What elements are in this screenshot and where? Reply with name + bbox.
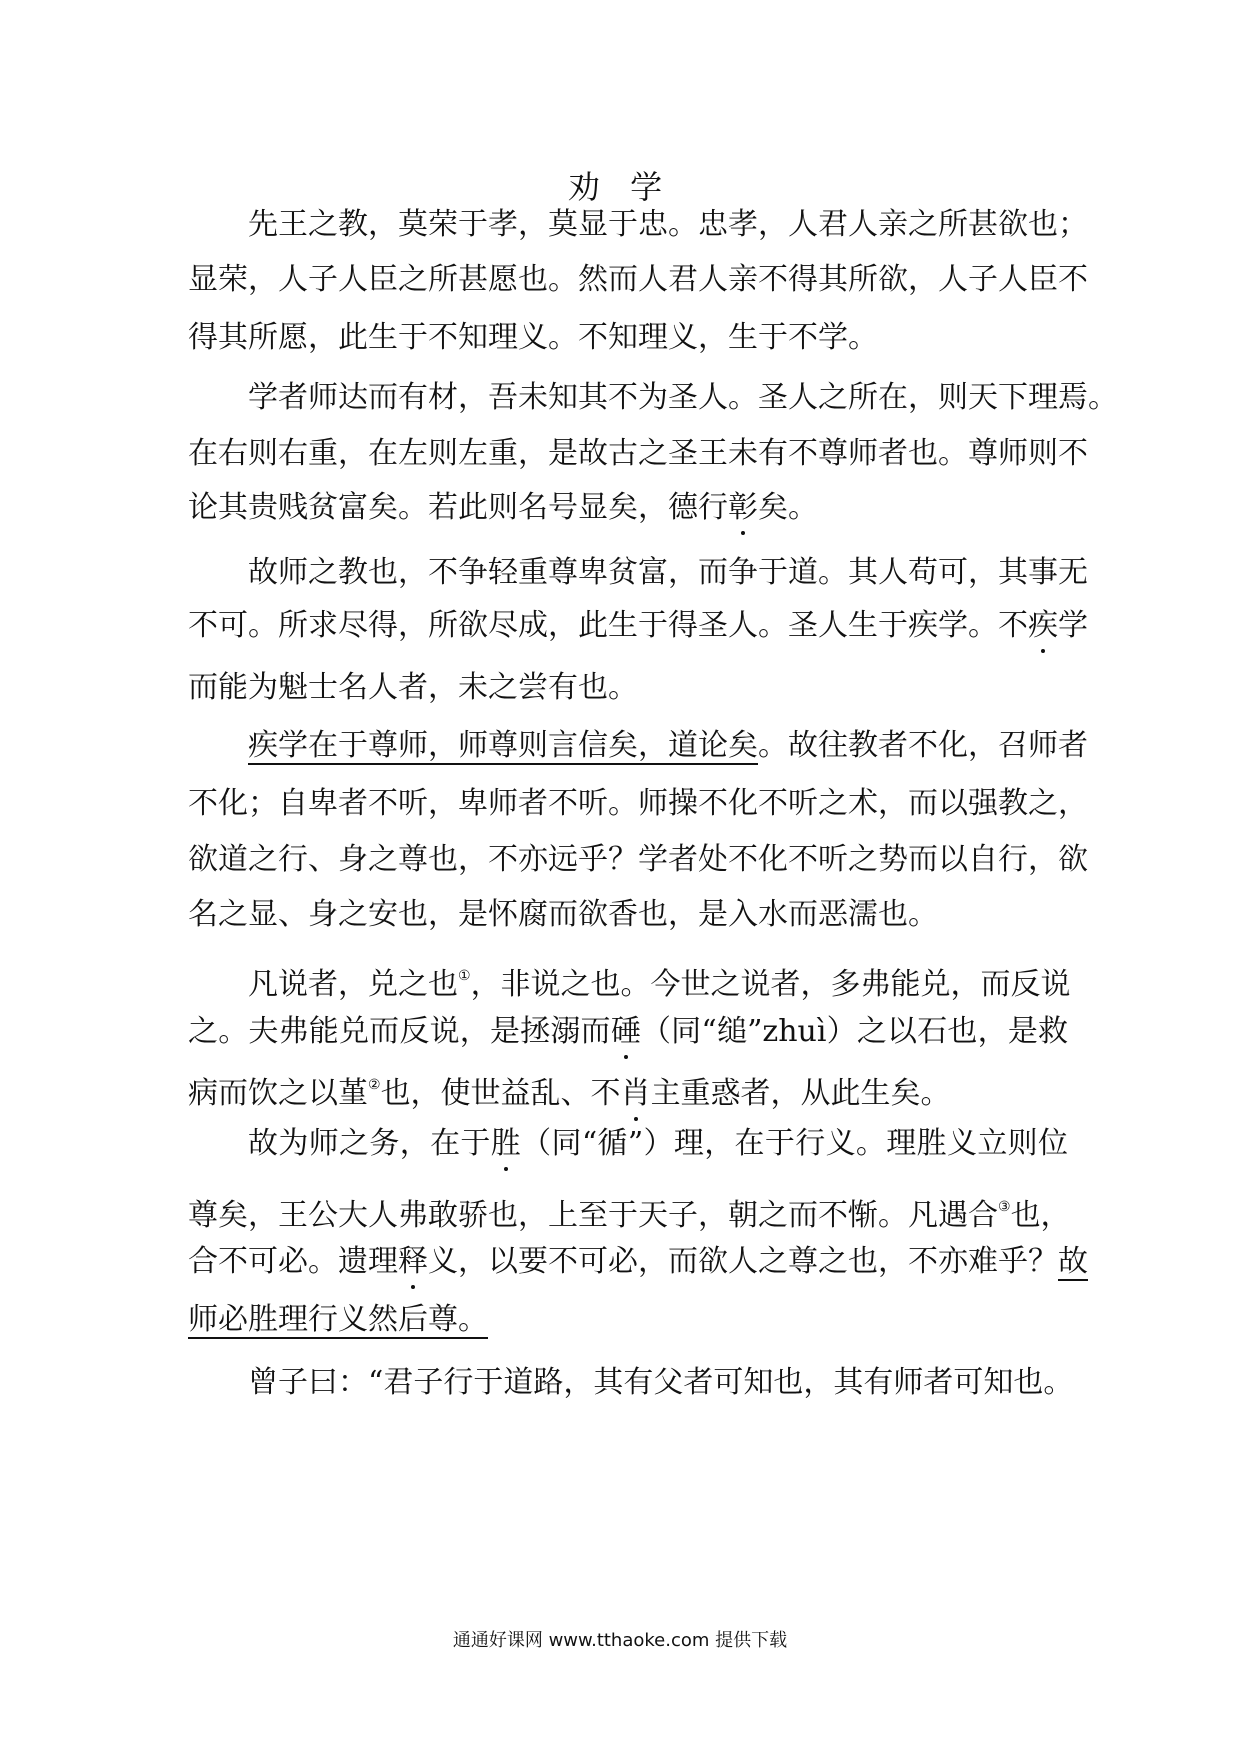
text-segment: 也，: [1010, 1198, 1071, 1233]
paragraph-6-line-1: [248, 1124, 1068, 1164]
paragraph-6-line-3: [188, 1242, 1088, 1282]
paragraph-4-line-4: 名之显、身之安也，是怀腐而欲香也，是入水而恶濡也。: [188, 897, 938, 932]
underlined-text: 疾学在于尊师，师尊则言信矣，道论矣: [248, 728, 758, 763]
emphasis-dot-char: 疾: [1028, 608, 1058, 643]
paragraph-1-line-1: 先王之教，莫荣于孝，莫显于忠。忠孝，人君人亲之所甚欲也；: [248, 207, 1088, 242]
emphasis-dot-char: 释: [398, 1244, 428, 1279]
paragraph-6-line-2: [188, 1187, 1071, 1236]
paragraph-4-line-2: 不化；自卑者不听，卑师者不听。师操不化不听之术，而以强教之，: [188, 786, 1088, 821]
page-footer: 通通好课网 www.tthaoke.com 提供下载: [452, 1630, 788, 1651]
emphasis-dot-char: 硾: [610, 1014, 641, 1049]
footnote-marker: ②: [368, 1077, 381, 1093]
emphasis-dot-char: 肖: [620, 1076, 651, 1111]
text-segment: 病而饮之以堇: [188, 1076, 368, 1111]
paragraph-1-line-3: 得其所愿，此生于不知理义。不知理义，生于不学。: [188, 320, 878, 355]
paragraph-3-line-1: 故师之教也，不争轻重尊卑贫富，而争于道。其人苟可，其事无: [248, 555, 1088, 590]
paragraph-2-line-2: 在右则右重，在左则左重，是故古之圣王未有不尊师者也。尊师则不: [188, 436, 1088, 471]
text-segment: 也，使世益乱、不: [380, 1076, 621, 1111]
text-segment: （同“缒”zhuì）之以石也，是救: [640, 1014, 1069, 1049]
text-segment: 主重惑者，从此生矣。: [650, 1076, 951, 1111]
paragraph-4-line-3: 欲道之行、身之尊也，不亦远乎？学者处不化不听之势而以自行，欲: [188, 842, 1088, 877]
text-segment: 不可。所求尽得，所欲尽成，此生于得圣人。圣人生于疾学。不: [188, 608, 1028, 643]
text-segment: 矣。: [758, 490, 818, 525]
paragraph-5-line-1: [248, 956, 1071, 1005]
paragraph-4-line-1: [248, 726, 1088, 766]
paragraph-7-line-1: 曾子曰：“君子行于道路，其有父者可知也，其有师者可知也。: [248, 1365, 1074, 1400]
text-segment: 论其贵贱贫富矣。若此则名号显矣，德行: [188, 490, 728, 525]
document-title: 劝 学: [567, 168, 673, 206]
paragraph-1-line-2: 显荣，人子人臣之所甚愿也。然而人君人亲不得其所欲，人子人臣不: [188, 262, 1088, 297]
text-segment: 。故往教者不化，召师者: [758, 728, 1088, 763]
paragraph-2-line-3: [188, 488, 1068, 528]
footnote-marker: ①: [458, 968, 471, 984]
paragraph-3-line-2: [188, 606, 1088, 646]
text-segment: 凡说者，兑之也: [248, 967, 458, 1002]
paragraph-5-line-3: [188, 1065, 1068, 1114]
paragraph-6-line-4: [188, 1300, 1068, 1340]
text-segment: （同“循”）理，在于行义。理胜义立则位: [521, 1126, 1069, 1161]
text-segment: 义，以要不可必，而欲人之尊之也，不亦难乎？: [428, 1244, 1058, 1279]
footnote-marker: ③: [998, 1199, 1011, 1215]
paragraph-3-line-3: 而能为魁士名人者，未之尝有也。: [188, 670, 638, 705]
emphasis-dot-char: 彰: [728, 490, 758, 525]
underlined-text: 故: [1058, 1244, 1088, 1279]
text-segment: 学: [1058, 608, 1088, 643]
text-segment: ，非说之也。今世之说者，多弗能兑，而反说: [470, 967, 1071, 1002]
text-segment: 之。夫弗能兑而反说，是拯溺而: [188, 1014, 611, 1049]
text-segment: 故为师之务，在于: [248, 1126, 491, 1161]
paragraph-2-line-1: 学者师达而有材，吾未知其不为圣人。圣人之所在，则天下理焉。: [248, 380, 1118, 415]
text-segment: 尊矣，王公大人弗敢骄也，上至于天子，朝之而不惭。凡遇合: [188, 1198, 998, 1233]
underlined-text: 师必胜理行义然后尊。: [188, 1302, 488, 1337]
emphasis-dot-char: 胜: [490, 1126, 522, 1161]
paragraph-5-line-2: [188, 1012, 1068, 1052]
text-segment: 合不可必。遗理: [188, 1244, 398, 1279]
